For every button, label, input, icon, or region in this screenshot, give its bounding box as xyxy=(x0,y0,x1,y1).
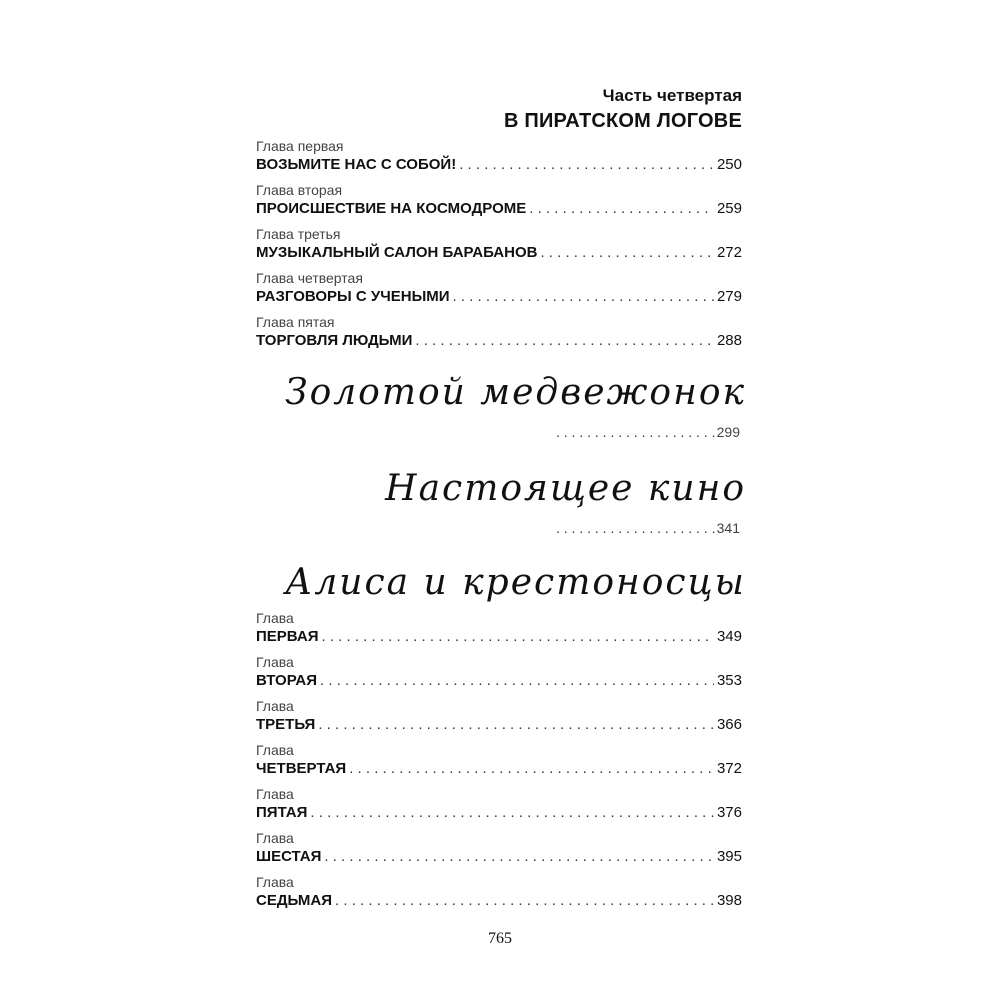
page-number: 372 xyxy=(716,760,742,777)
dot-leader xyxy=(540,242,714,264)
dot-leader xyxy=(556,520,716,536)
toc-entry[interactable] xyxy=(256,698,742,736)
page-number: 353 xyxy=(716,672,742,689)
dot-leader xyxy=(335,890,714,912)
toc-entry[interactable] xyxy=(256,742,742,780)
chapter-label: Глава xyxy=(256,742,294,758)
chapter-title: РАЗГОВОРЫ С УЧЕНЫМИ xyxy=(256,288,450,305)
chapter-label: Глава четвертая xyxy=(256,270,363,286)
toc-entry[interactable] xyxy=(256,182,742,220)
chapter-title: ПРОИСШЕСТВИЕ НА КОСМОДРОМЕ xyxy=(256,200,527,217)
chapter-title: ВТОРАЯ xyxy=(256,672,318,689)
dot-leader xyxy=(349,758,714,780)
chapter-label: Глава третья xyxy=(256,226,341,242)
toc-entry[interactable] xyxy=(256,654,742,692)
dot-leader xyxy=(529,198,714,220)
toc-entry[interactable] xyxy=(256,786,742,824)
chapter-label: Глава вторая xyxy=(256,182,343,198)
page-number: 279 xyxy=(716,288,742,305)
chapter-label: Глава xyxy=(256,874,294,890)
story-title[interactable]: Алиса и крестоносцы xyxy=(285,562,746,603)
chapter-title: ТРЕТЬЯ xyxy=(256,716,316,733)
dot-leader xyxy=(556,424,716,440)
toc-entry[interactable] xyxy=(256,830,742,868)
dot-leader xyxy=(310,802,714,824)
dot-leader xyxy=(453,286,714,308)
chapter-title: МУЗЫКАЛЬНЫЙ САЛОН БАРАБАНОВ xyxy=(256,244,538,261)
dot-leader xyxy=(318,714,714,736)
toc-entry[interactable] xyxy=(256,138,742,176)
dot-leader xyxy=(322,626,714,648)
page-number: 259 xyxy=(716,200,742,217)
page-number: 398 xyxy=(716,892,742,909)
toc-entry[interactable] xyxy=(256,270,742,308)
page-number: 395 xyxy=(716,848,742,865)
dot-leader xyxy=(324,846,714,868)
part-label: Часть четвертая xyxy=(602,86,742,105)
page-folio: 765 xyxy=(488,930,512,947)
story-title[interactable]: Настоящее кино xyxy=(385,468,746,509)
chapter-title: ШЕСТАЯ xyxy=(256,848,322,865)
toc-entry[interactable] xyxy=(256,314,742,352)
chapter-label: Глава xyxy=(256,786,294,802)
dot-leader xyxy=(415,330,714,352)
chapter-title: СЕДЬМАЯ xyxy=(256,892,333,909)
page-number: 376 xyxy=(716,804,742,821)
chapter-title: ТОРГОВЛЯ ЛЮДЬМИ xyxy=(256,332,413,349)
toc-entry[interactable] xyxy=(256,226,742,264)
page-number: 366 xyxy=(716,716,742,733)
page-number: 272 xyxy=(716,244,742,261)
chapter-label: Глава xyxy=(256,830,294,846)
chapter-title: ПЕРВАЯ xyxy=(256,628,319,645)
chapter-label: Глава xyxy=(256,698,294,714)
page-number: 341 xyxy=(716,520,740,536)
chapter-label: Глава xyxy=(256,610,294,626)
page-number: 288 xyxy=(716,332,742,349)
chapter-title: ВОЗЬМИТЕ НАС С СОБОЙ! xyxy=(256,156,457,173)
chapter-label: Глава первая xyxy=(256,138,344,154)
chapter-label: Глава пятая xyxy=(256,314,335,330)
page-number: 349 xyxy=(716,628,742,645)
dot-leader xyxy=(459,154,714,176)
part-title: В ПИРАТСКОМ ЛОГОВЕ xyxy=(503,110,742,132)
toc-entry[interactable] xyxy=(256,874,742,912)
toc-entry[interactable] xyxy=(256,610,742,648)
story-page-line xyxy=(556,520,740,536)
chapter-label: Глава xyxy=(256,654,294,670)
page-number: 299 xyxy=(716,424,740,440)
story-page-line xyxy=(556,424,740,440)
chapter-title: ПЯТАЯ xyxy=(256,804,308,821)
dot-leader xyxy=(320,670,714,692)
chapter-title: ЧЕТВЕРТАЯ xyxy=(256,760,347,777)
story-title[interactable]: Золотой медвежонок xyxy=(285,372,746,413)
page-number: 250 xyxy=(716,156,742,173)
